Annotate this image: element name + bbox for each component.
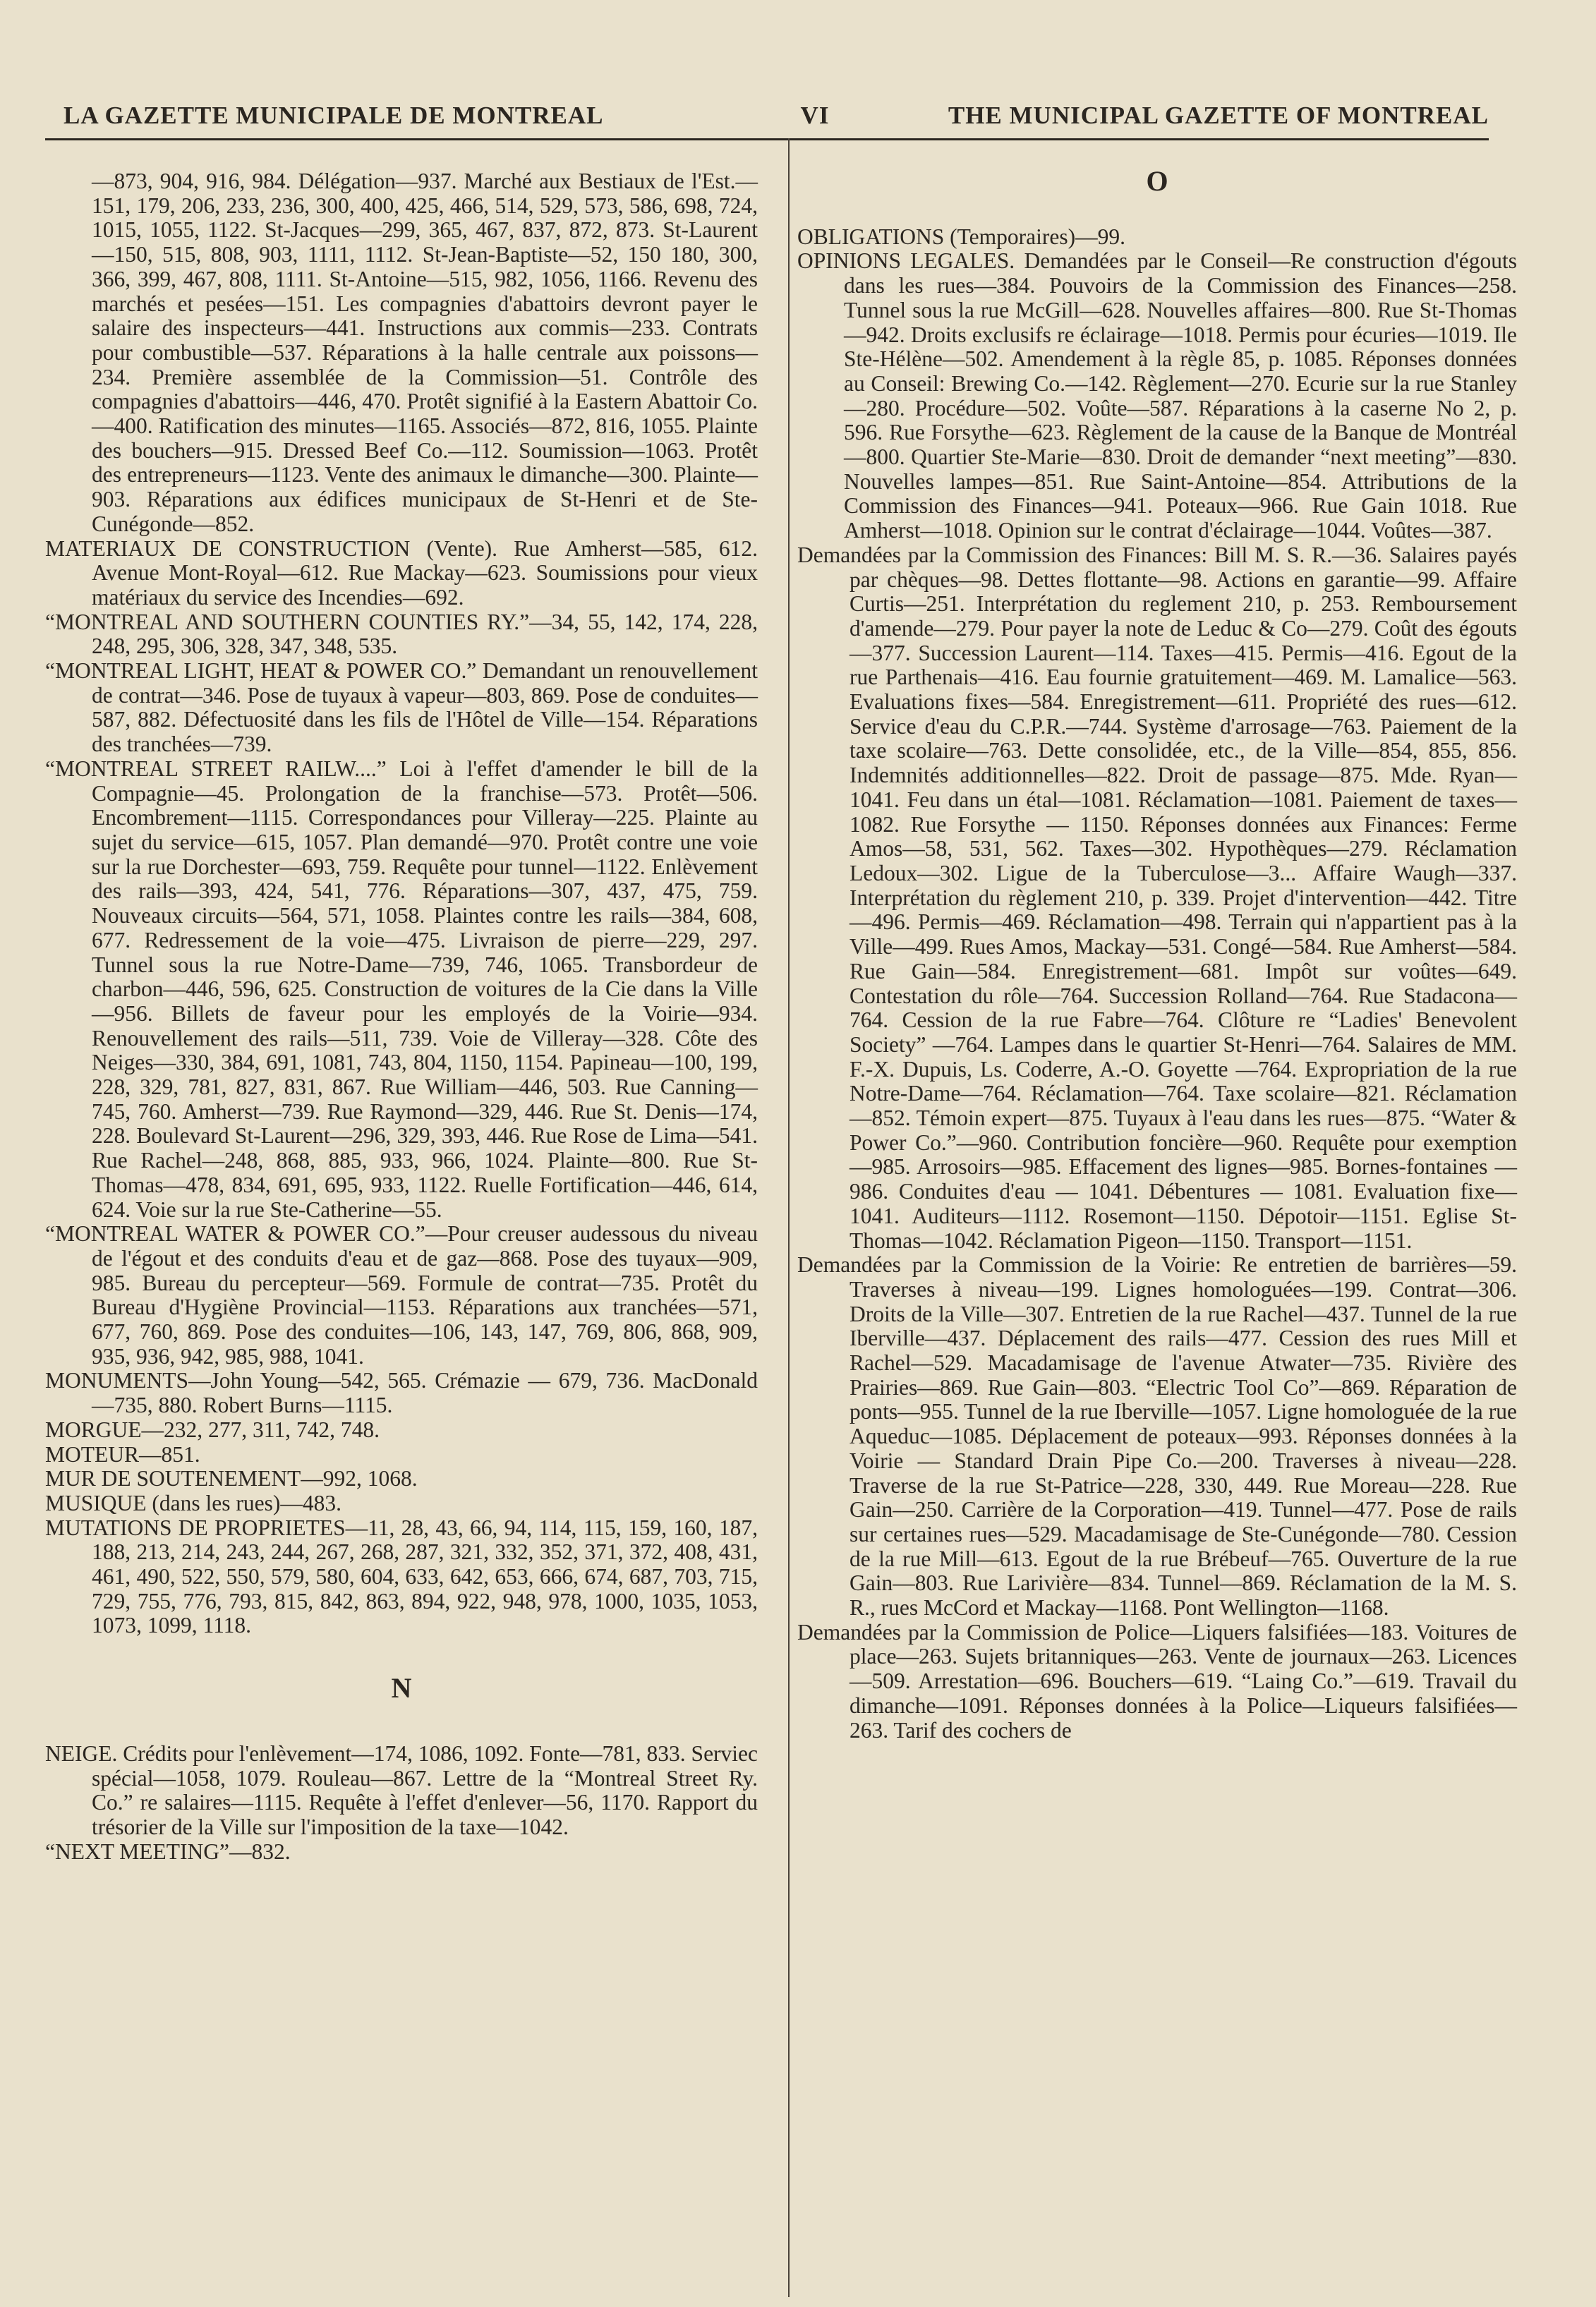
index-entry-obligations: OBLIGATIONS (Temporaires)—99.: [797, 224, 1125, 249]
column-divider: [788, 138, 790, 2297]
index-entry-monuments: MONUMENTS—John Young—542, 565. Crémazie — 679, 736. MacDonald—735, 880. Robert Burns—1115.: [45, 1368, 758, 1418]
page-header: [42, 93, 1489, 143]
english-title: THE MUNICIPAL GAZETTE OF MONTREAL: [948, 102, 1489, 129]
page-number: VI: [800, 102, 830, 129]
index-entry-materiaux: MATERIAUX DE CONSTRUCTION (Vente). Rue Amherst—585, 612. Avenue Mont-Royal—612. Rue Mackay—623. Soumissions pour vieux matériaux du service des Incendies—692.: [45, 535, 758, 610]
section-letter-n: N: [391, 1672, 412, 1704]
index-entry-opinions-legales: OPINIONS LEGALES. Demandées par le Conseil—Re construction d'égouts dans les rues—384. Pouvoirs de la Commission des Finances—258. Tunnel sous la rue McGill—628. Nouvelles affaires—800. Rue St-Thomas—942. Droits exclusifs re éclairage—1018. Permis pour écuries—1019. Ile Ste-Hélène—502. Amendement à la règle 85, p. 1085. Réponses données au Conseil: Brewing Co.—142. Règlement—270. Ecurie sur la rue Stanley—280. Procédure—502. Voûte—587. Réparations à la caserne No 2, p. 596. Rue Forsythe—623. Règlement de la cause de la Banque de Montréal—800. Quartier Ste-Marie—830. Droit de demander “next meeting”—830. Nouvelles lampes—851. Rue Saint-Antoine—854. Attributions de la Commission des Finances—941. Poteaux—966. Rue Gain 1018. Rue Amherst—1018. Opinion sur le contrat d'éclairage—1044. Voûtes—387.: [797, 248, 1517, 543]
index-entry-light-heat-power: “MONTREAL LIGHT, HEAT & POWER CO.” Demandant un renouvellement de contrat—346. Pose de tuyaux à vapeur—803, 869. Pose de conduites—587, 882. Défectuosité dans les fils de l'Hôtel de Ville—154. Réparations des tranchées—739.: [45, 658, 758, 757]
french-title: LA GAZETTE MUNICIPALE DE MONTREAL: [64, 102, 604, 129]
index-entry-morgue: MORGUE—232, 277, 311, 742, 748.: [45, 1417, 380, 1442]
index-subentry-voirie: Demandées par la Commission de la Voirie: Re entretien de barrières—59. Traverses à niveau—199. Lignes homologuées—199. Contrat—306. Droits de la Ville—307. Entretien de la rue Rachel—437. Tunnel de la rue Iberville—437. Déplacement des rails—477. Cession des rues Mill et Rachel—529. Macadamisage de l'avenue Atwater—735. Rivière des Prairies—869. Rue Gain—803. “Electric Tool Co”—869. Réparation de ponts—955. Tunnel de la rue Iberville—1057. Ligne homologuée de la rue Aqueduc—1085. Déplacement de poteaux—993. Réponses données à la Voirie — Standard Drain Pipe Co.—200. Traverses à niveau—228. Traverse de la rue St-Patrice—228, 330, 449. Rue Moreau—228. Rue Gain—250. Carrière de la Corporation—419. Tunnel—477. Pose de rails sur certaines rues—529. Macadamisage de Ste-Cunégonde—780. Cession de la rue Mill—613. Egout de la rue Brébeuf—765. Ouverture de la rue Gain—803. Rue Larivière—834. Tunnel—869. Réclamation de la M. S. R., rues McCord et Mackay—1168. Pont Wellington—1168.: [797, 1252, 1517, 1621]
index-entry-water-power: “MONTREAL WATER & POWER CO.”—Pour creuser audessous du niveau de l'égout et des conduits d'eau et de gaz—868. Pose des tuyaux—909, 985. Bureau du percepteur—569. Formule de contrat—735. Protêt du Bureau d'Hygiène Provincial—1153. Réparations aux tranchées—571, 677, 760, 869. Pose des conduites—106, 143, 147, 769, 806, 868, 909, 935, 936, 942, 985, 988, 1041.: [45, 1221, 758, 1369]
right-column: [797, 165, 1517, 1743]
header-rule: [45, 138, 1489, 140]
section-letter-o: O: [1146, 165, 1168, 197]
index-entry-southern-counties: “MONTREAL AND SOUTHERN COUNTIES RY.”—34, 55, 142, 174, 228, 248, 295, 306, 328, 347, 348, 535.: [45, 609, 758, 659]
index-entry-moteur: MOTEUR—851.: [45, 1441, 200, 1467]
index-entry-continuation: —873, 904, 916, 984. Délégation—937. Marché aux Bestiaux de l'Est.—151, 179, 206, 233, 236, 300, 400, 425, 466, 514, 529, 573, 586, 698, 724, 1015, 1055, 1122. St-Jacques—299, 365, 467, 837, 872, 873. St-Laurent—150, 515, 808, 903, 1111, 1112. St-Jean-Baptiste—52, 150 180, 300, 366, 399, 467, 808, 1111. St-Antoine—515, 982, 1056, 1166. Revenu des marchés et pesées—151. Les compagnies d'abattoirs devront payer le salaire des inspecteurs—441. Instructions aux commis—233. Contrats pour combustible—537. Réparations à la halle centrale aux poissons—234. Première assemblée de la Commission—51. Contrôle des compagnies d'abattoirs—446, 470. Protêt signifié à la Eastern Abattoir Co.—400. Ratification des minutes—1165. Associés—872, 816, 1055. Plainte des bouchers—915. Dressed Beef Co.—112. Soumission—1063. Protêt des entrepreneurs—1123. Vente des animaux le dimanche—300. Plainte—903. Réparations aux édifices municipaux de St-Henri et de Ste-Cunégonde—852.: [92, 169, 758, 536]
index-entry-street-railway: “MONTREAL STREET RAILW....” Loi à l'effet d'amender le bill de la Compagnie—45. Prolongation de la franchise—573. Protêt—506. Encombrement—1115. Correspondances pour Villeray—225. Plainte au sujet du service—615, 1057. Plan demandé—970. Protêt contre une voie sur la rue Dorchester—693, 759. Requête pour tunnel—1122. Enlèvement des rails—393, 424, 541, 776. Réparations—307, 437, 475, 759. Nouveaux circuits—564, 571, 1058. Plaintes contre les rails—384, 608, 677. Redressement de la voie—475. Livraison de pierre—229, 297. Tunnel sous la rue Notre-Dame—739, 746, 1065. Transbordeur de charbon—446, 596, 625. Construction de voitures de la Cie dans la Ville—956. Billets de faveur pour les employés de la Voirie—934. Renouvellement des rails—511, 739. Voie de Villeray—328. Côte des Neiges—330, 384, 691, 1081, 743, 804, 1150, 1154. Papineau—100, 199, 228, 329, 781, 827, 831, 867. Rue William—446, 503. Rue Canning—745, 760. Amherst—739. Rue Raymond—329, 446. Rue St. Denis—174, 228. Boulevard St-Laurent—296, 329, 393, 446. Rue Rose de Lima—541. Rue Rachel—248, 868, 885, 933, 966, 1024. Plainte—800. Rue St-Thomas—478, 834, 691, 695, 933, 1122. Ruelle Fortification—446, 614, 624. Voie sur la rue Ste-Catherine—55.: [45, 756, 758, 1222]
index-entry-mur: MUR DE SOUTENEMENT—992, 1068.: [45, 1466, 418, 1491]
index-entry-mutations: MUTATIONS DE PROPRIETES—11, 28, 43, 66, 94, 114, 115, 159, 160, 187, 188, 213, 214, 243, 244, 267, 268, 287, 321, 332, 352, 371, 372, 408, 431, 461, 490, 522, 550, 579, 580, 604, 633, 642, 653, 666, 674, 687, 703, 715, 729, 755, 776, 793, 815, 842, 863, 894, 922, 948, 978, 1000, 1035, 1053, 1073, 1099, 1118.: [45, 1515, 758, 1638]
index-entry-neige: NEIGE. Crédits pour l'enlèvement—174, 1086, 1092. Fonte—781, 833. Serviec spécial—1058, 1079. Rouleau—867. Lettre de la “Montreal Street Ry. Co.” re salaires—1115. Requête à l'effet d'enlever—56, 1170. Rapport du trésorier de la Ville sur l'imposition de la taxe—1042.: [45, 1740, 758, 1839]
index-entry-next-meeting: “NEXT MEETING”—832.: [45, 1839, 291, 1864]
index-subentry-finances: Demandées par la Commission des Finances: Bill M. S. R.—36. Salaires payés par chèques—98. Dettes flottante—98. Actions en garantie—99. Affaire Curtis—251. Interprétation du reglement 210, p. 253. Remboursement d'amende—279. Pour payer la note de Leduc & Co—279. Coût des égouts—377. Succession Laurent—114. Taxes—415. Permis—416. Egout de la rue Parthenais—416. Eau fournie gratuitement—469. M. Lamalice—563. Evaluations fixes—584. Enregistrement—611. Propriété des rues—612. Service d'eau du C.P.R.—744. Système d'arrosage—763. Paiement de la taxe scolaire—763. Dette consolidée, etc., de la Ville—854, 855, 856. Indemnités additionnelles—822. Droit de passage—875. Mde. Ryan—1041. Feu dans un étal—1081. Réclamation—1081. Paiement de taxes—1082. Rue Forsythe — 1150. Réponses données aux Finances: Ferme Amos—58, 531, 562. Taxes—302. Hypothèques—279. Réclamation Ledoux—302. Ligue de la Tuberculose—3... Affaire Waugh—337. Interprétation du règlement 210, p. 339. Projet d'intervention—442. Titre—496. Permis—469. Réclamation—498. Terrain qui n'appartient pas à la Ville—499. Rues Amos, Mackay—531. Congé—584. Rue Amherst—584. Rue Gain—584. Enregistrement—681. Impôt sur voûtes—649. Contestation du rôle—764. Succession Rolland—764. Rue Stadacona—764. Cession de la rue Fabre—764. Clôture re “Ladies' Benevolent Society” —764. Lampes dans le quartier St-Henri—764. Salaires de MM. F.-X. Dupuis, Ls. Coderre, A.-O. Goyette —764. Expropriation de la rue Notre-Dame—764. Réclamation—764. Taxe scolaire—821. Réclamation—852. Témoin expert—875. Tuyaux à l'eau dans les rues—875. “Water & Power Co.”—960. Contribution foncière—960. Requête pour exemption—985. Arrosoirs—985. Effacement des lignes—985. Bornes-fontaines — 986. Conduites d'eau — 1041. Débentures — 1081. Evaluation fixe—1041. Auditeurs—1112. Rosemont—1150. Dépotoir—1151. Eglise St-Thomas—1042. Réclamation Pigeon—1150. Transport—1151.: [797, 542, 1517, 1253]
left-column: [45, 169, 758, 1864]
index-subentry-police: Demandées par la Commission de Police—Liquers falsifiées—183. Voitures de place—263. Sujets britanniques—263. Vente de journaux—263. Licences—509. Arrestation—696. Bouchers—619. “Laing Co.”—619. Travail du dimanche—1091. Réponses données à la Police—Liqueurs falsifiées—263. Tarif des cochers de: [797, 1619, 1517, 1743]
index-entry-musique: MUSIQUE (dans les rues)—483.: [45, 1490, 341, 1515]
